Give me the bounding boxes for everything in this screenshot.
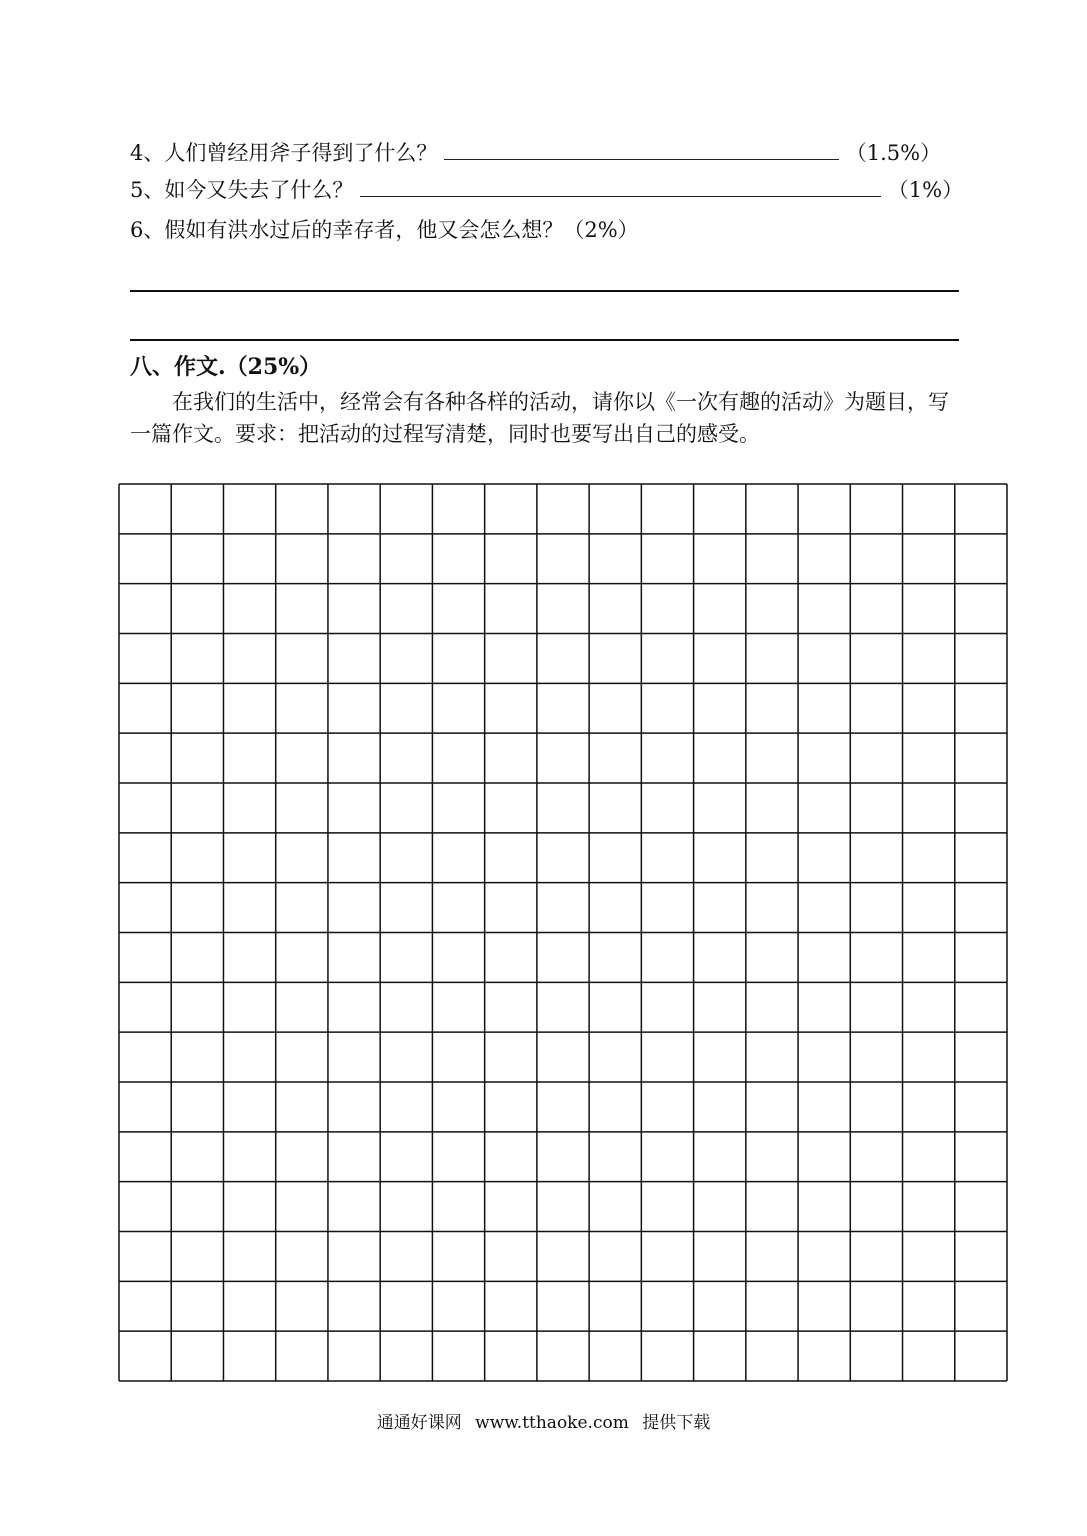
question-5-score: （1%） (887, 178, 964, 202)
question-4-text: 4、人们曾经用斧子得到了什么？ (130, 141, 438, 165)
question-5-answer-blank[interactable] (360, 176, 881, 197)
question-4-answer-blank[interactable] (444, 139, 839, 160)
question-6-text: 6、假如有洪水过后的幸存者，他又会怎么想？（2%） (130, 218, 639, 242)
question-5 (130, 176, 963, 204)
question-4 (130, 139, 941, 167)
essay-writing-grid[interactable] (118, 483, 1008, 1382)
footer (0, 1408, 1087, 1433)
question-6 (130, 216, 639, 244)
essay-prompt-text: 在我们的生活中，经常会有各种各样的活动，请你以《一次有趣的活动》为题目，写一篇作文。要求：把活动的过程写清楚，同时也要写出自己的感受。 (130, 390, 949, 446)
footer-url[interactable]: www.tthaoke.com (475, 1413, 629, 1433)
writing-grid-lines (118, 483, 1008, 1382)
footer-suffix: 提供下载 (642, 1413, 711, 1433)
section-title: 八、作文.（25%） (130, 354, 322, 380)
question-6-answer-line-1[interactable] (130, 290, 959, 292)
question-5-text: 5、如今又失去了什么？ (130, 178, 354, 202)
essay-prompt (130, 386, 959, 450)
footer-site-name: 通通好课网 (376, 1413, 462, 1433)
question-4-score: （1.5%） (845, 141, 942, 165)
question-6-answer-line-2[interactable] (130, 339, 959, 341)
